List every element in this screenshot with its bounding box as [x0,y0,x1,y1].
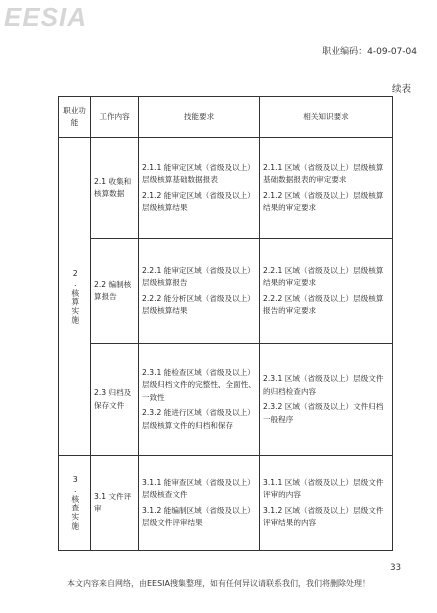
knowledge-item: 3.1.1 区域（省级及以上）层级文件评审的内容 [263,477,384,499]
function-label: 2.核算实施 [70,268,80,325]
table-row [59,239,393,344]
eesia-logo: EESIA [4,2,88,32]
skill-cell [139,239,260,344]
function-cell [59,456,91,551]
skill-item: 2.2.1 能审定区域（省级及以上）层级核算报告 [142,265,255,287]
knowledge-item: 3.1.2 区域（省级及以上）层级文件评审结果的内容 [263,505,384,527]
skill-cell [139,456,260,551]
work-content-cell: 3.1 文件评审 [91,456,139,551]
table-row [59,138,393,239]
work-content-cell: 2.3 归档及保存文件 [91,344,139,456]
knowledge-cell [260,344,393,456]
skill-item: 3.1.2 能编制区域（省级及以上）层级文件评审结果 [142,505,255,527]
skill-cell [139,138,260,239]
skill-item: 2.1.2 能审定区域（省级及以上）层级核算结果 [142,190,255,212]
knowledge-item: 2.2.2 区域（省级及以上）层级核算报告的审定要求 [263,293,384,315]
occupation-code: 职业编码：4-09-07-04 [322,47,417,57]
work-content-cell: 2.2 编制核算报告 [91,239,139,344]
skill-item: 2.3.2 能进行区域（省级及以上）层级核算文件的归档和保存 [142,408,255,430]
knowledge-item: 2.3.1 区域（省级及以上）层级文件的归档检查内容 [263,374,384,396]
skill-cell [139,344,260,456]
knowledge-item: 2.3.2 区域（省级及以上）文件归档一般程序 [263,402,384,424]
table-header-row [59,97,393,138]
skill-item: 2.3.1 能检查区域（省级及以上）层级归档文件的完整性、全面性、一致性 [142,367,256,402]
skills-table [58,96,393,551]
header-work-content: 工作内容 [91,97,139,138]
skill-item: 2.2.2 能分析区域（省级及以上）层级核算结果 [142,293,255,315]
knowledge-cell [260,239,393,344]
continued-table-label: 续表 [391,84,411,95]
knowledge-cell [260,138,393,239]
knowledge-item: 2.2.1 区域（省级及以上）层级核算结果的审定要求 [263,265,384,287]
skill-item: 3.1.1 能审查区域（省级及以上）层级核查文件 [142,477,255,499]
header-function: 职业功能 [59,97,91,138]
knowledge-cell [260,456,393,551]
knowledge-item: 2.1.2 区域（省级及以上）层级核算结果的审定要求 [263,190,384,212]
page-number: 33 [390,563,401,573]
header-skill-requirements: 技能要求 [139,97,260,138]
table-row [59,344,393,456]
function-label: 3.核查实施 [70,475,80,531]
knowledge-item: 2.1.1 区域（省级及以上）层级核算基础数据报表的审定要求 [263,162,384,184]
header-knowledge-requirements: 相关知识要求 [260,97,393,138]
source-footer: 本文内容来自网络，由EESIA搜集整理，如有任何异议请联系我们，我们将删除处理！ [66,579,371,588]
table-row [59,456,393,551]
skill-item: 2.1.1 能审定区域（省级及以上）层级核算基础数据报表 [142,162,255,184]
work-content-cell: 2.1 收集和核算数据 [91,138,139,239]
function-cell [59,138,91,456]
